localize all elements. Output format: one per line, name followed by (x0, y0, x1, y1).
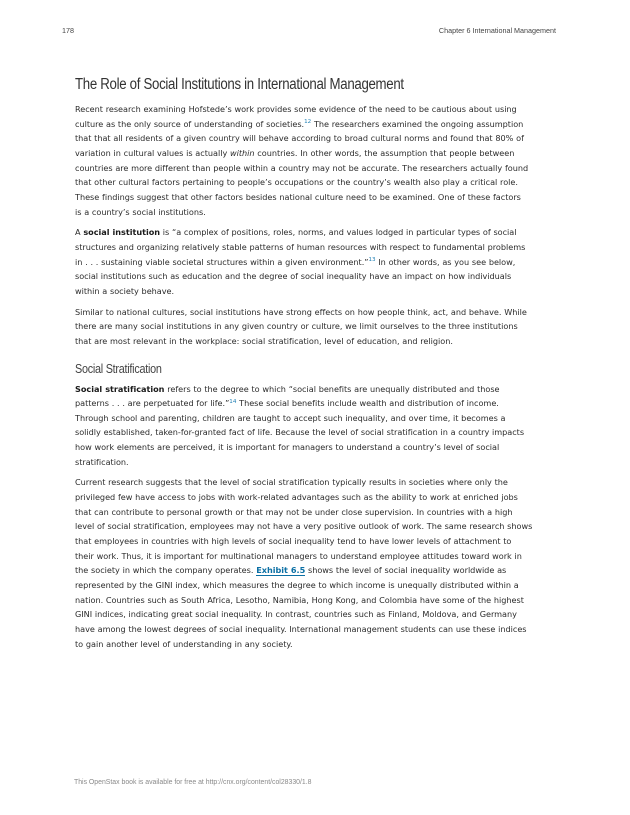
emphasis-within: within (230, 147, 255, 158)
footnote-ref-12[interactable]: 12 (304, 119, 312, 126)
key-term-social-stratification: Social stratification (75, 383, 165, 394)
paragraph-stratification-research: Current research suggests that the level of social stratification typically results in societies where only the privileged few have access to jobs with work-related advantages such as the ability to work at enriched jobs that can contribute to personal growth or that may not be under close supervision. In countries with a high level of social stratification, employees may not have a very positive outlook of work. The same research shows that employees in countries with high levels of social inequality tend to have lower levels of attachment to their work. Thus, it is important for multinational managers to understand employee attitudes toward work in the society in which the company operates. Exhibit 6.5 shows the level of social inequality worldwide as represented by the GINI index, which measures the degree to which income is unequally distributed within a nation. Countries such as South Africa, Lesotho, Namibia, Hong Kong, and Colombia have some of the highest GINI indices, indicating great social inequality. In contrast, countries such as Finland, Moldova, and Germany have among the lowest degrees of social inequality. International management students can use these indices to gain another level of understanding in any society. (75, 477, 533, 649)
footnote-ref-13[interactable]: 13 (368, 256, 376, 263)
page-number: 178 (62, 26, 74, 35)
running-header (62, 26, 556, 38)
paragraph-social-institution-definition: A social institution is “a complex of positions, roles, norms, and values lodged in particular types of social structures and organizing relatively stable patterns of human resources with respect to fundamental problems in . . . sustaining viable societal structures within a given environment.”$^{13}$ In other words, as you see below, social institutions such as education and the degree of social inequality have an impact on how individuals within a society behave. (75, 227, 526, 296)
paragraph-hofstede-research: Recent research examining Hofstede’s work provides some evidence of the need to be cautious about using culture as the only source of understanding of societies.$^{12}$ The researchers examined the ongoing assumption that that all residents of a given country will behave according to broad cultural norms and found that 80% of variation in cultural values is actually within countries. In other words, the assumption that people between countries are more different than people within a country may not be accurate. The researchers actually found that other cultural factors pertaining to people’s occupations or the country’s wealth also play a critical role. These findings suggest that other factors besides national culture need to be examined. One of these factors is a country’s social institutions. (75, 104, 529, 217)
paragraph-stratification-definition: Social stratification refers to the degree to which “social benefits are unequally distributed and those patterns . . . are perpetuated for life.”$^{14}$ These social benefits include wealth and distribution of income. Through school and parenting, children are taught to accept such inequality, and over time, it becomes a solidly established, taken-for-granted fact of life. Because the level of social stratification in a country impacts how work elements are perceived, it is important for managers to understand a country’s level of social stratification. (75, 383, 525, 467)
section-title: The Role of Social Institutions in International Management (75, 76, 404, 93)
footnote-ref-14[interactable]: 14 (229, 398, 237, 405)
exhibit-6-5-link[interactable]: Exhibit 6.5 (256, 565, 306, 576)
page-footer: This OpenStax book is available for free at http://cnx.org/content/col28330/1.8 (74, 779, 312, 786)
subsection-title: Social Stratification (75, 361, 162, 376)
chapter-title: Chapter 6 International Management (438, 26, 556, 35)
key-term-social-institution: social institution (83, 227, 161, 238)
page-content (75, 76, 561, 657)
paragraph-three-institutions: Similar to national cultures, social institutions have strong effects on how people think, act, and behave. While there are many social institutions in any given country or culture, we limit ourselves to the three institutions that are most relevant in the workplace: social stratification, level of education, and religion. (75, 306, 527, 346)
